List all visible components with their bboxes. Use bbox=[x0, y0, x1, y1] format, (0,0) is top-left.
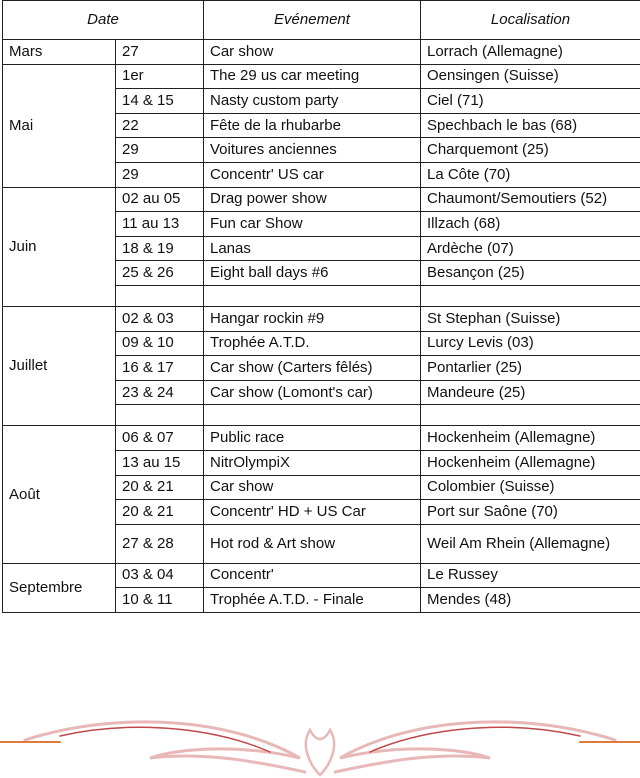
month-aout: Août bbox=[3, 426, 116, 563]
cell-event: Concentr' US car bbox=[204, 162, 421, 187]
cell-location: Ardèche (07) bbox=[421, 236, 640, 261]
cell-date: 1er bbox=[116, 64, 204, 89]
cell-event: Car show (Lomont's car) bbox=[204, 380, 421, 405]
cell-event: Drag power show bbox=[204, 187, 421, 212]
table-row bbox=[3, 187, 640, 212]
ornament-center bbox=[306, 730, 334, 775]
cell-event: Public race bbox=[204, 426, 421, 451]
header-location: Localisation bbox=[421, 1, 640, 40]
cell-event: Nasty custom party bbox=[204, 89, 421, 114]
cell-date: 06 & 07 bbox=[116, 426, 204, 451]
cell-event: Hot rod & Art show bbox=[204, 524, 421, 563]
cell-event: Concentr' HD + US Car bbox=[204, 500, 421, 525]
empty-cell bbox=[421, 405, 640, 426]
cell-location: Mendes (48) bbox=[421, 588, 640, 613]
cell-event: Trophée A.T.D. - Finale bbox=[204, 588, 421, 613]
cell-date: 25 & 26 bbox=[116, 261, 204, 286]
empty-cell bbox=[116, 285, 204, 306]
cell-event: The 29 us car meeting bbox=[204, 64, 421, 89]
cell-location: Chaumont/Semoutiers (52) bbox=[421, 187, 640, 212]
cell-event: Eight ball days #6 bbox=[204, 261, 421, 286]
month-juillet: Juillet bbox=[3, 306, 116, 425]
cell-event: Car show bbox=[204, 40, 421, 65]
header-event: Evénement bbox=[204, 1, 421, 40]
cell-date: 16 & 17 bbox=[116, 356, 204, 381]
cell-location: St Stephan (Suisse) bbox=[421, 306, 640, 331]
cell-location: Le Russey bbox=[421, 563, 640, 588]
cell-location: Ciel (71) bbox=[421, 89, 640, 114]
month-mai: Mai bbox=[3, 64, 116, 187]
cell-location: Hockenheim (Allemagne) bbox=[421, 426, 640, 451]
cell-date: 20 & 21 bbox=[116, 500, 204, 525]
table-row bbox=[3, 306, 640, 331]
cell-location: Lorrach (Allemagne) bbox=[421, 40, 640, 65]
cell-location: Weil Am Rhein (Allemagne) bbox=[421, 524, 640, 563]
cell-location: Colombier (Suisse) bbox=[421, 475, 640, 500]
cell-location: Pontarlier (25) bbox=[421, 356, 640, 381]
cell-location: Lurcy Levis (03) bbox=[421, 331, 640, 356]
cell-date: 27 bbox=[116, 40, 204, 65]
cell-event: Trophée A.T.D. bbox=[204, 331, 421, 356]
month-septembre: Septembre bbox=[3, 563, 116, 612]
header-date: Date bbox=[3, 1, 204, 40]
cell-event: Concentr' bbox=[204, 563, 421, 588]
table-row bbox=[3, 64, 640, 89]
month-juin: Juin bbox=[3, 187, 116, 306]
cell-location: Charquemont (25) bbox=[421, 138, 640, 163]
cell-location: Hockenheim (Allemagne) bbox=[421, 450, 640, 475]
cell-location: Oensingen (Suisse) bbox=[421, 64, 640, 89]
cell-location: Spechbach le bas (68) bbox=[421, 113, 640, 138]
cell-event: Lanas bbox=[204, 236, 421, 261]
cell-event: NitrOlympiX bbox=[204, 450, 421, 475]
cell-date: 22 bbox=[116, 113, 204, 138]
event-schedule-table bbox=[2, 0, 640, 613]
table-row bbox=[3, 40, 640, 65]
cell-date: 11 au 13 bbox=[116, 212, 204, 237]
cell-event: Car show (Carters fêlés) bbox=[204, 356, 421, 381]
cell-date: 23 & 24 bbox=[116, 380, 204, 405]
cell-date: 18 & 19 bbox=[116, 236, 204, 261]
empty-cell bbox=[116, 405, 204, 426]
ornament-right-swirl bbox=[335, 722, 615, 772]
cell-event: Fête de la rhubarbe bbox=[204, 113, 421, 138]
cell-event: Voitures anciennes bbox=[204, 138, 421, 163]
cell-location: Besançon (25) bbox=[421, 261, 640, 286]
cell-date: 02 au 05 bbox=[116, 187, 204, 212]
pinstripe-ornament bbox=[0, 700, 640, 778]
cell-date: 13 au 15 bbox=[116, 450, 204, 475]
cell-date: 14 & 15 bbox=[116, 89, 204, 114]
cell-date: 03 & 04 bbox=[116, 563, 204, 588]
header-row bbox=[3, 1, 640, 40]
empty-cell bbox=[204, 285, 421, 306]
table-row bbox=[3, 426, 640, 451]
cell-event: Hangar rockin #9 bbox=[204, 306, 421, 331]
cell-date: 10 & 11 bbox=[116, 588, 204, 613]
cell-location: Mandeure (25) bbox=[421, 380, 640, 405]
cell-location: La Côte (70) bbox=[421, 162, 640, 187]
cell-date: 27 & 28 bbox=[116, 524, 204, 563]
cell-date: 09 & 10 bbox=[116, 331, 204, 356]
cell-event: Car show bbox=[204, 475, 421, 500]
cell-event: Fun car Show bbox=[204, 212, 421, 237]
cell-date: 29 bbox=[116, 138, 204, 163]
cell-location: Illzach (68) bbox=[421, 212, 640, 237]
month-mars: Mars bbox=[3, 40, 116, 65]
empty-cell bbox=[421, 285, 640, 306]
empty-cell bbox=[204, 405, 421, 426]
cell-location: Port sur Saône (70) bbox=[421, 500, 640, 525]
cell-date: 29 bbox=[116, 162, 204, 187]
table-row bbox=[3, 563, 640, 588]
ornament-left-swirl bbox=[25, 722, 305, 772]
cell-date: 02 & 03 bbox=[116, 306, 204, 331]
cell-date: 20 & 21 bbox=[116, 475, 204, 500]
